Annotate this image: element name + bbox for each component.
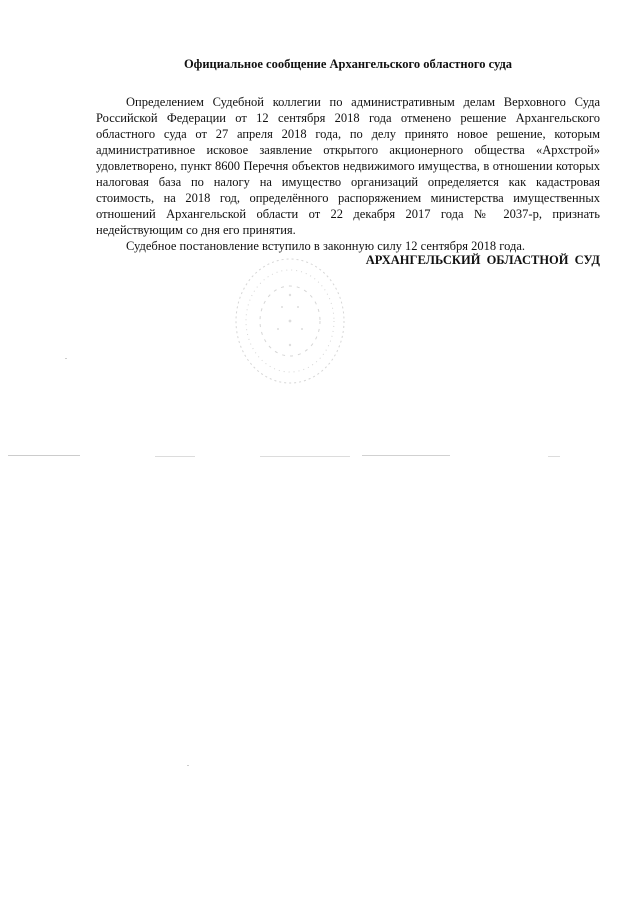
court-signature: АРХАНГЕЛЬСКИЙ ОБЛАСТНОЙ СУД (365, 253, 600, 267)
document-title: Официальное сообщение Архангельского областного суда (183, 57, 513, 71)
scan-artifact-line (8, 455, 80, 456)
document-body (96, 94, 600, 254)
court-seal-icon (232, 255, 348, 387)
body-paragraph-effective: Судебное постановление вступило в законную силу 12 сентября 2018 года. (126, 239, 526, 253)
scan-artifact-line (155, 456, 195, 457)
scan-artifact-dot (187, 765, 189, 766)
scan-artifact-line (548, 456, 560, 457)
body-paragraph-ruling: Определением Судебной коллегии по административным делам Верховного Суда Российской Федерации от 12 сентября 2018 года отменено решение Архангельского областного суда от 27 апреля 2018 года, по делу принято новое решение, которым административное исковое заявление открытого акционерного общества «Архстрой» удовлетворено, пункт 8600 Перечня объектов недвижимого имущества, в отношении которых налоговая база по налогу на имущество организаций определяется как кадастровая стоимость, на 2018 год, определённого распоряжением министерства имущественных отношений Архангельской области от 22 декабря 2017 года № 2037-р, признать недействующим со дня его принятия. (96, 95, 600, 237)
scan-artifact-dot (65, 358, 67, 359)
scan-artifact-line (260, 456, 350, 457)
scan-artifact-line (362, 455, 450, 456)
